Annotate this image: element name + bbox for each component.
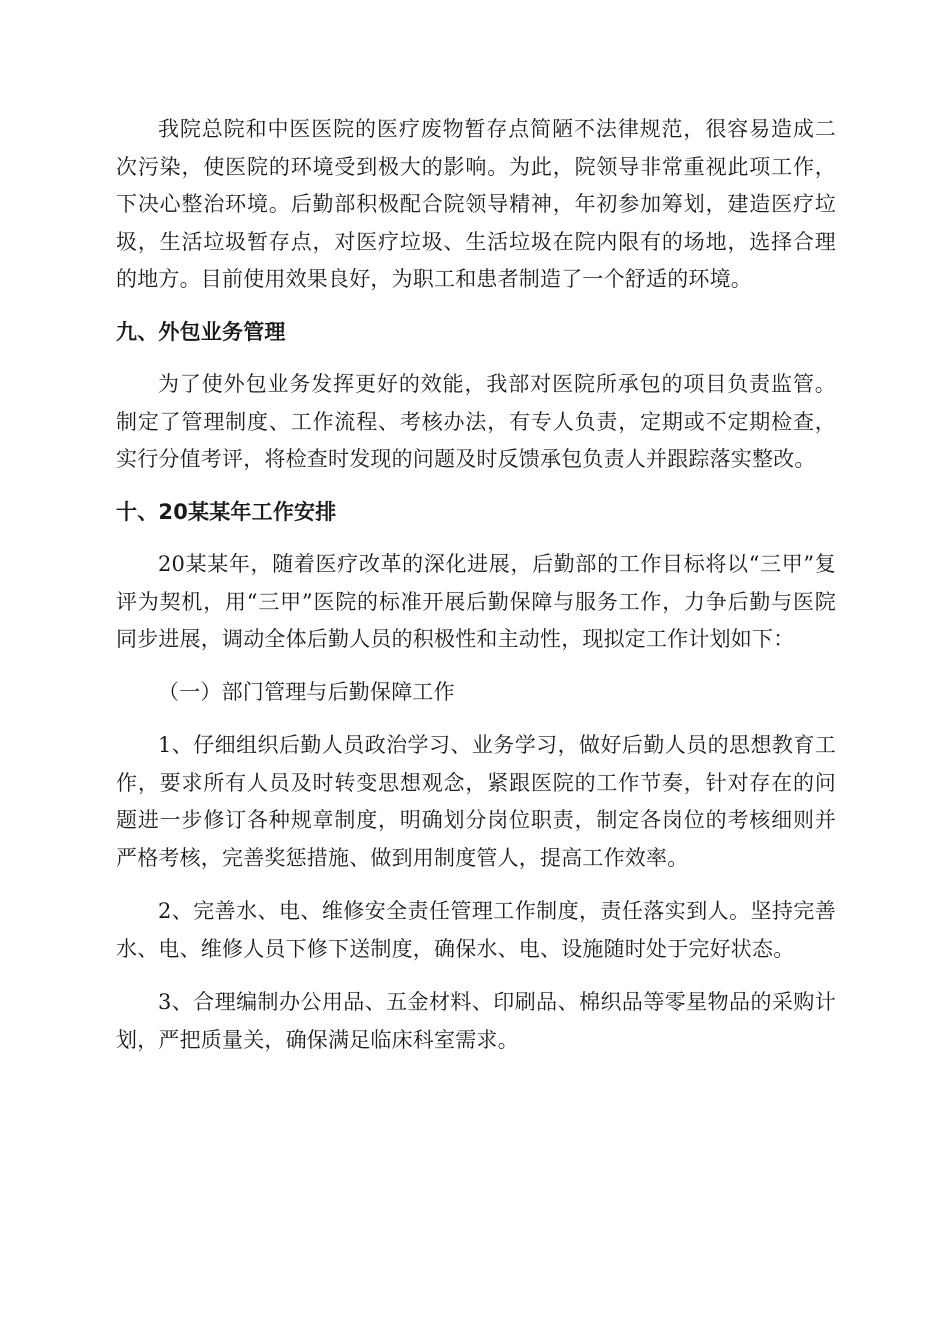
list-item-3: 3、合理编制办公用品、五金材料、印刷品、棉织品等零星物品的采购计划，严把质量关，确保满足临床科室需求。 (116, 990, 836, 1052)
heading-work-plan: 十、20某某年工作安排 (116, 499, 337, 524)
list-item-1: 1、仔细组织后勤人员政治学习、业务学习，做好后勤人员的思想教育工作，要求所有人员及时转变思想观念，紧跟医院的工作节奏，针对存在的问题进一步修订各种规章制度，明确划分岗位职责，制定各岗位的考核细则并严格考核，完善奖惩措施、做到用制度管人，提高工作效率。 (116, 733, 836, 870)
document-page (116, 111, 836, 1059)
heading-outsourcing: 九、外包业务管理 (116, 319, 286, 344)
subheading-department-management: （一）部门管理与后勤保障工作 (158, 679, 455, 704)
paragraph-waste-storage: 我院总院和中医医院的医疗废物暂存点简陋不法律规范，很容易造成二次污染，使医院的环境受到极大的影响。为此，院领导非常重视此项工作，下决心整治环境。后勤部积极配合院领导精神，年初参加筹划，建造医疗垃圾，生活垃圾暂存点，对医疗垃圾、生活垃圾在院内限有的场地，选择合理的地方。目前使用效果良好，为职工和患者制造了一个舒适的环境。 (116, 117, 836, 291)
paragraph-work-plan: 20某某年，随着医疗改革的深化进展，后勤部的工作目标将以“三甲”复评为契机，用“三甲”医院的标准开展后勤保障与服务工作，力争后勤与医院同步进展，调动全体后勤人员的积极性和主动性，现拟定工作计划如下： (116, 552, 836, 651)
list-item-2: 2、完善水、电、维修安全责任管理工作制度，责任落实到人。坚持完善水、电、维修人员下修下送制度，确保水、电、设施随时处于完好状态。 (116, 899, 836, 961)
paragraph-outsourcing: 为了使外包业务发挥更好的效能，我部对医院所承包的项目负责监管。制定了管理制度、工作流程、考核办法，有专人负责，定期或不定期检查，实行分值考评，将检查时发现的问题及时反馈承包负责人并跟踪落实整改。 (116, 372, 836, 471)
